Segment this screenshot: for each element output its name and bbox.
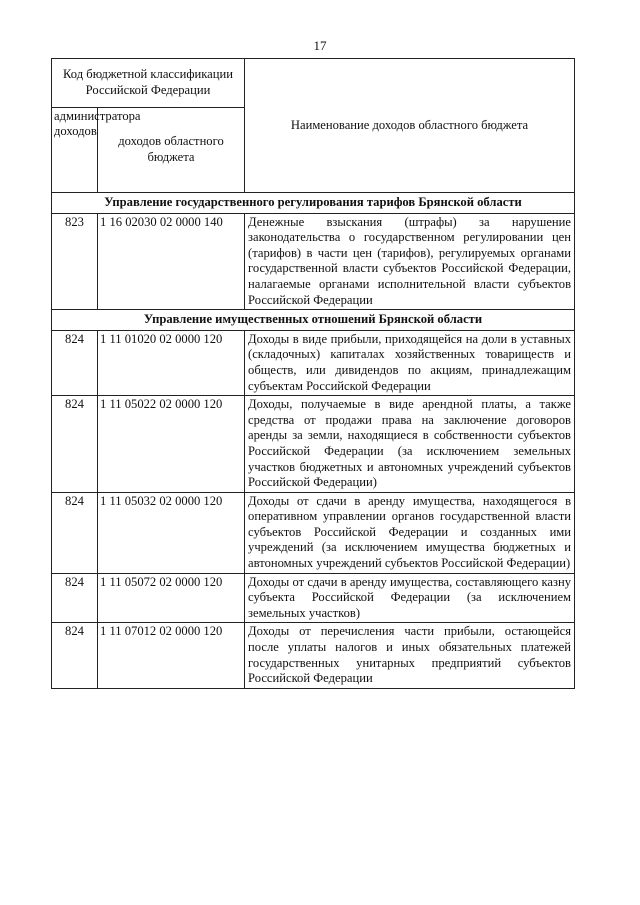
section-title: Управление государственного регулирования тарифов Брянской области — [52, 193, 575, 214]
income-name-cell: Доходы от перечисления части прибыли, остающейся после уплаты налогов и иных обязательных платежей государственных унитарных предприятий субъектов Российской Федерации — [245, 623, 575, 688]
admin-code-cell: 823 — [52, 213, 98, 310]
admin-code-cell: 824 — [52, 492, 98, 573]
section-title: Управление имущественных отношений Брянской области — [52, 310, 575, 331]
code-group-header: Код бюджетной классификации Российской Федерации — [52, 59, 245, 108]
admin-code-cell: 824 — [52, 330, 98, 395]
table-row — [52, 573, 575, 623]
income-name-cell: Доходы от сдачи в аренду имущества, находящегося в оперативном управлении органов государственной власти субъектов Российской Федерации и созданных ими учреждений (за исключением имущества бюджетных и автономных учреждений субъектов Российской Федерации) — [245, 492, 575, 573]
table-row — [52, 623, 575, 688]
budget-classification-table — [51, 58, 575, 689]
admin-column-header: администратора доходов — [52, 108, 98, 193]
budget-code-cell: 1 11 01020 02 0000 120 — [98, 330, 245, 395]
page-number: 17 — [313, 38, 327, 53]
income-name-cell: Доходы, получаемые в виде арендной платы, а также средства от продажи права на заключение договоров аренды за земли, находящиеся в собственности субъектов Российской Федерации (за исключением земельных участков бюджетных и автономных учреждений субъектов Российской Федерации) — [245, 396, 575, 493]
admin-code-cell: 824 — [52, 396, 98, 493]
income-name-cell: Доходы в виде прибыли, приходящейся на доли в уставных (складочных) капиталах хозяйственных товариществ и обществ, или дивидендов по акциям, принадлежащим субъектам Российской Федерации — [245, 330, 575, 395]
header-row-1 — [52, 59, 575, 108]
budget-code-cell: 1 11 05022 02 0000 120 — [98, 396, 245, 493]
income-name-cell: Доходы от сдачи в аренду имущества, составляющего казну субъекта Российской Федерации (за исключением земельных участков) — [245, 573, 575, 623]
section-row — [52, 193, 575, 214]
table-body — [52, 59, 575, 689]
budget-code-cell: 1 11 07012 02 0000 120 — [98, 623, 245, 688]
table-row — [52, 396, 575, 493]
admin-code-cell: 824 — [52, 623, 98, 688]
section-row — [52, 310, 575, 331]
name-column-header: Наименование доходов областного бюджета — [245, 59, 575, 193]
budget-code-cell: 1 11 05032 02 0000 120 — [98, 492, 245, 573]
income-column-header: доходов областного бюджета — [98, 108, 245, 193]
income-name-cell: Денежные взыскания (штрафы) за нарушение законодательства о государственном регулировании цен (тарифов) в части цен (тарифов), регулируемых органами государственной власти субъектов Российской Федерации, налагаемые органами исполнительной власти субъектов Российской Федерации — [245, 213, 575, 310]
table-row — [52, 330, 575, 395]
table-row — [52, 492, 575, 573]
table-row — [52, 213, 575, 310]
budget-code-cell: 1 16 02030 02 0000 140 — [98, 213, 245, 310]
budget-code-cell: 1 11 05072 02 0000 120 — [98, 573, 245, 623]
admin-code-cell: 824 — [52, 573, 98, 623]
